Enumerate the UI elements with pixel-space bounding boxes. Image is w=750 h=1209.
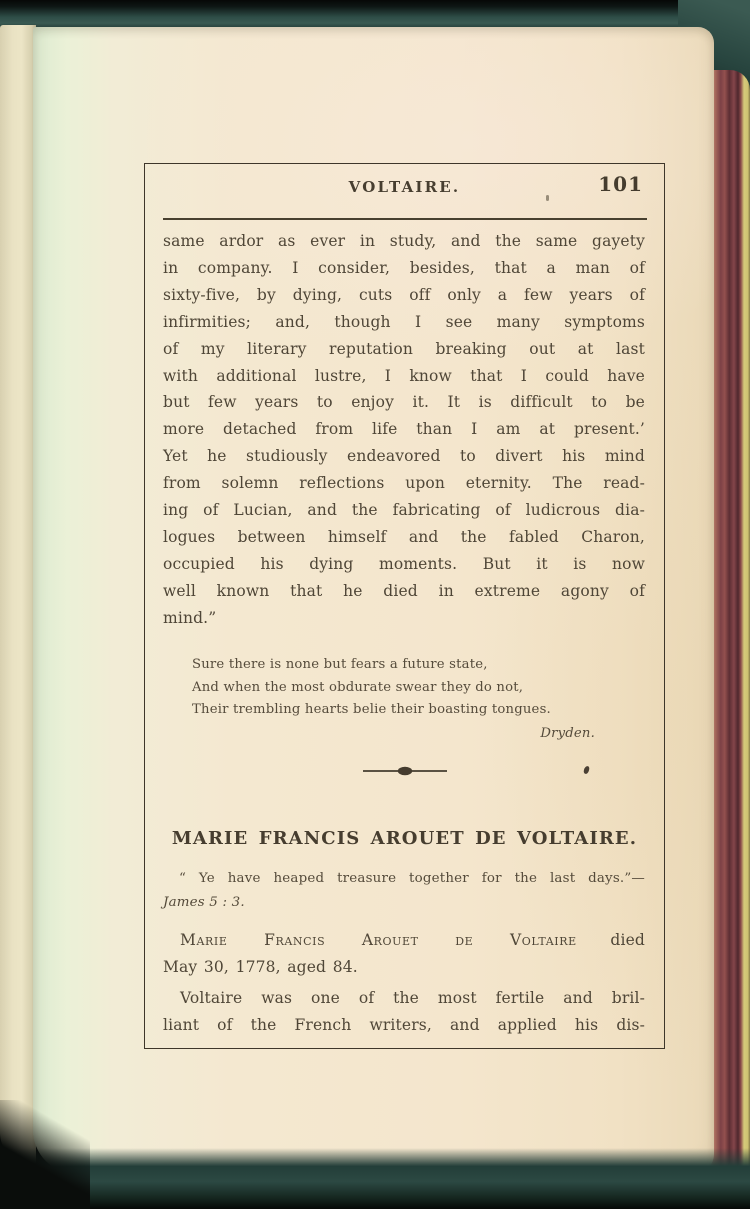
text-line: sixty-five, by dying, cuts off only a few years of xyxy=(163,285,645,304)
text-line: well known that he died in extreme agony of xyxy=(163,581,645,600)
page-number: 101 xyxy=(598,172,643,196)
text-line: infirmities; and, though I see many symptoms xyxy=(163,312,645,331)
paragraph-voltaire-intro xyxy=(163,985,645,1040)
scripture-reference: James 5 : 3. xyxy=(163,895,245,910)
text-line: logues between himself and the fabled Charon, xyxy=(163,527,645,546)
text-line: occupied his dying moments. But it is now xyxy=(163,554,645,573)
text-line: from solemn reflections upon eternity. The read- xyxy=(163,474,645,493)
text-line xyxy=(163,927,645,954)
paragraph-death-notice xyxy=(163,927,645,982)
text-line: more detached from life than I am at present.’ xyxy=(163,420,645,439)
text-line: Yet he studiously endeavored to divert his mind xyxy=(163,447,645,466)
divider-ornament-icon xyxy=(362,765,448,777)
text-line: same ardor as ever in study, and the same gayety xyxy=(163,232,645,250)
body-paragraph xyxy=(163,228,645,632)
text-line: with additional lustre, I know that I could have xyxy=(163,366,645,385)
text-frame xyxy=(144,163,665,1049)
text-line: May 30, 1778, aged 84. xyxy=(163,958,358,977)
section-heading: MARIE FRANCIS AROUET DE VOLTAIRE. xyxy=(171,828,638,849)
book-cover-bottom-edge xyxy=(0,1148,750,1209)
running-title: VOLTAIRE. xyxy=(348,178,461,196)
poem-attribution: Dryden. xyxy=(540,725,595,741)
epigraph-line: “ Ye have heaped treasure together for the last days.”— xyxy=(179,871,645,886)
text-line: ing of Lucian, and the fabricating of ludicrous dia- xyxy=(163,501,645,520)
facing-page-edge xyxy=(0,25,36,1163)
text-line: mind.” xyxy=(163,608,217,627)
poem-quote xyxy=(192,654,595,745)
text-fragment: died xyxy=(576,931,645,949)
text-line: liant of the French writers, and applied his dis- xyxy=(163,1016,645,1035)
person-name: Marie Francis Arouet de Voltaire xyxy=(180,931,577,949)
poem-line: Sure there is none but fears a future state, xyxy=(192,657,488,672)
text-line: of my literary reputation breaking out at last xyxy=(163,339,645,358)
ink-speck xyxy=(546,195,549,201)
text-line: Voltaire was one of the most fertile and bril- xyxy=(180,989,645,1007)
book-page xyxy=(33,27,714,1174)
text-line: in company. I consider, besides, that a man of xyxy=(163,258,645,277)
header-rule xyxy=(163,218,647,220)
text-line: but few years to enjoy it. It is difficult to be xyxy=(163,393,645,412)
epigraph xyxy=(163,867,645,915)
book-cover-corner xyxy=(0,1100,90,1209)
poem-line: And when the most obdurate swear they do not, xyxy=(192,679,524,695)
poem-line: Their trembling hearts belie their boasting tongues. xyxy=(192,702,551,717)
